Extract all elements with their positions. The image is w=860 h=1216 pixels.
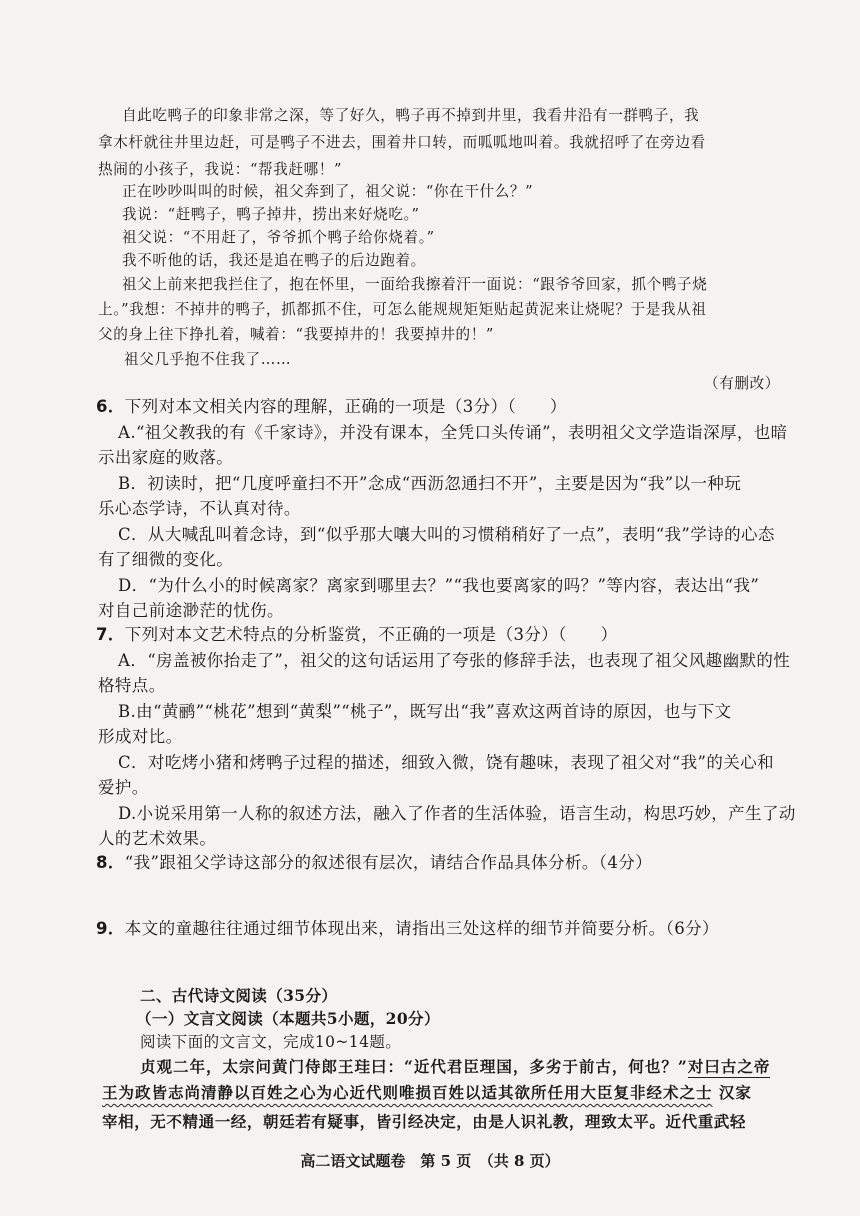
question-9-number: 9． — [96, 919, 125, 938]
passage-paragraph-1-line-1: 自此吃鸭子的印象非常之深，等了好久，鸭子再不掉到井里，我看井沿有一群鸭子，我 — [122, 107, 700, 124]
section-2-title: 二、古代诗文阅读（35分） — [140, 986, 338, 1005]
section-2-instructions: 阅读下面的文言文，完成10~14题。 — [140, 1033, 402, 1051]
passage-paragraph-6-line-3: 父的身上往下挣扎着，喊着：“我要掉井的！我要掉井的！” — [98, 326, 494, 343]
revision-note: （有删改） — [704, 375, 780, 392]
passage-paragraph-7: 祖父几乎抱不住我了…… — [124, 351, 292, 368]
question-6-option-a-line-2: 示出家庭的败落。 — [98, 448, 234, 467]
question-7-option-a-line-2: 格特点。 — [98, 676, 166, 695]
question-7-option-b-line-1: B.由“黄鹂”“桃花”想到“黄梨”“桃子”，既写出“我”喜欢这两首诗的原因，也与下文 — [118, 702, 732, 721]
classical-text-line-3: 宰相，无不精通一经，朝廷若有疑事，皆引经决定，由是人识礼教，理致太平。近代重武轻 — [102, 1112, 747, 1131]
question-7-option-a-line-1: A．“房盖被你抬走了”，祖父的这句话运用了夸张的修辞手法，也表现了祖父风趣幽默的性 — [118, 651, 791, 670]
question-6-stem — [96, 396, 567, 418]
question-9-text: 本文的童趣往往通过细节体现出来，请指出三处这样的细节并简要分析。（6分） — [124, 919, 719, 938]
passage-paragraph-6-line-2: 上。”我想：不掉井的鸭子，抓都抓不住，可怎么能规规矩矩贴起黄泥来让烧呢？于是我从祖 — [98, 301, 707, 318]
question-7-option-b-line-2: 形成对比。 — [98, 727, 183, 746]
classical-text-line-1 — [140, 1056, 770, 1078]
passage-paragraph-1-line-2: 拿木杆就往井里边赶，可是鸭子不进去，围着井口转，而呱呱地叫着。我就招呼了在旁边看 — [98, 134, 706, 151]
page-footer: 高二语文试题卷 第 5 页 （共 8 页） — [300, 1152, 560, 1170]
question-8 — [96, 852, 652, 874]
passage-paragraph-2: 正在吵吵叫叫的时候，祖父奔到了，祖父说：“你在干什么？” — [122, 183, 534, 200]
question-6-option-b-line-1: B．初读时，把“几度呼童扫不开”念成“西沥忽通扫不开”，主要是因为“我”以一种玩 — [118, 474, 742, 493]
passage-paragraph-1-line-3: 热闹的小孩子，我说：“帮我赶哪！” — [98, 161, 343, 178]
question-7-option-c-line-2: 爱护。 — [98, 778, 149, 797]
question-6-option-c-line-2: 有了细微的变化。 — [98, 550, 234, 569]
question-7-number: 7． — [96, 625, 125, 644]
question-8-text: “我”跟祖父学诗这部分的叙述很有层次，请结合作品具体分析。（4分） — [124, 853, 653, 872]
classical-text-line-2-tail: 汉家 — [712, 1083, 752, 1102]
section-2-subtitle: （一）文言文阅读（本题共5小题，20分） — [136, 1009, 440, 1028]
question-6-option-c-line-1: C．从大喊乱叫着念诗，到“似乎那大嚷大叫的习惯稍稍好了一点”，表明“我”学诗的心态 — [118, 525, 775, 544]
question-7-option-d-line-2: 人的艺术效果。 — [98, 829, 217, 848]
classical-text-line-1-plain: 贞观二年，太宗问黄门侍郎王珪曰：“近代君臣理国，多劣于前古，何也？” — [140, 1057, 688, 1076]
classical-text-punctuation-segment: 王为政皆志尚清静以百姓之心为心近代则唯损百姓以适其欲所任用大臣复非经术之士 — [102, 1083, 713, 1102]
passage-paragraph-5: 我不听他的话，我还是追在鸭子的后边跑着。 — [122, 252, 426, 269]
classical-text-line-2 — [102, 1082, 752, 1104]
question-6-option-d-line-1: D．“为什么小的时候离家？离家到哪里去？”“我也要离家的吗？”等内容，表达出“我” — [118, 576, 760, 595]
question-7-text: 下列对本文艺术特点的分析鉴赏，不正确的一项是（3分）（ ） — [124, 625, 618, 644]
question-7-option-d-line-1: D.小说采用第一人称的叙述方法，融入了作者的生活体验，语言生动，构思巧妙，产生了动 — [118, 804, 796, 823]
question-7-option-c-line-1: C．对吃烤小猪和烤鸭子过程的描述，细致入微，饶有趣味，表现了祖父对“我”的关心和 — [118, 753, 774, 772]
question-6-number: 6． — [96, 397, 125, 416]
question-7-stem — [96, 624, 618, 646]
passage-paragraph-6-line-1: 祖父上前来把我拦住了，抱在怀里，一面给我擦着汗一面说：“跟爷爷回家，抓个鸭子烧 — [122, 276, 708, 293]
question-6-option-d-line-2: 对自己前途渺茫的忧伤。 — [98, 601, 284, 620]
passage-paragraph-3: 我说：“赶鸭子，鸭子掉井，捞出来好烧吃。” — [122, 206, 420, 223]
question-8-number: 8． — [96, 853, 125, 872]
passage-paragraph-4: 祖父说：“不用赶了，爷爷抓个鸭子给你烧着。” — [122, 229, 435, 246]
question-9 — [96, 918, 719, 940]
classical-text-line-1-underlined: 对曰古之帝 — [687, 1057, 771, 1076]
question-6-option-a-line-1: A.“祖父教我的有《千家诗》，并没有课本，全凭口头传诵”，表明祖父文学造诣深厚，也暗 — [118, 423, 788, 442]
question-6-option-b-line-2: 乐心态学诗，不认真对待。 — [98, 499, 301, 518]
question-6-text: 下列对本文相关内容的理解，正确的一项是（3分）（ ） — [124, 397, 567, 416]
